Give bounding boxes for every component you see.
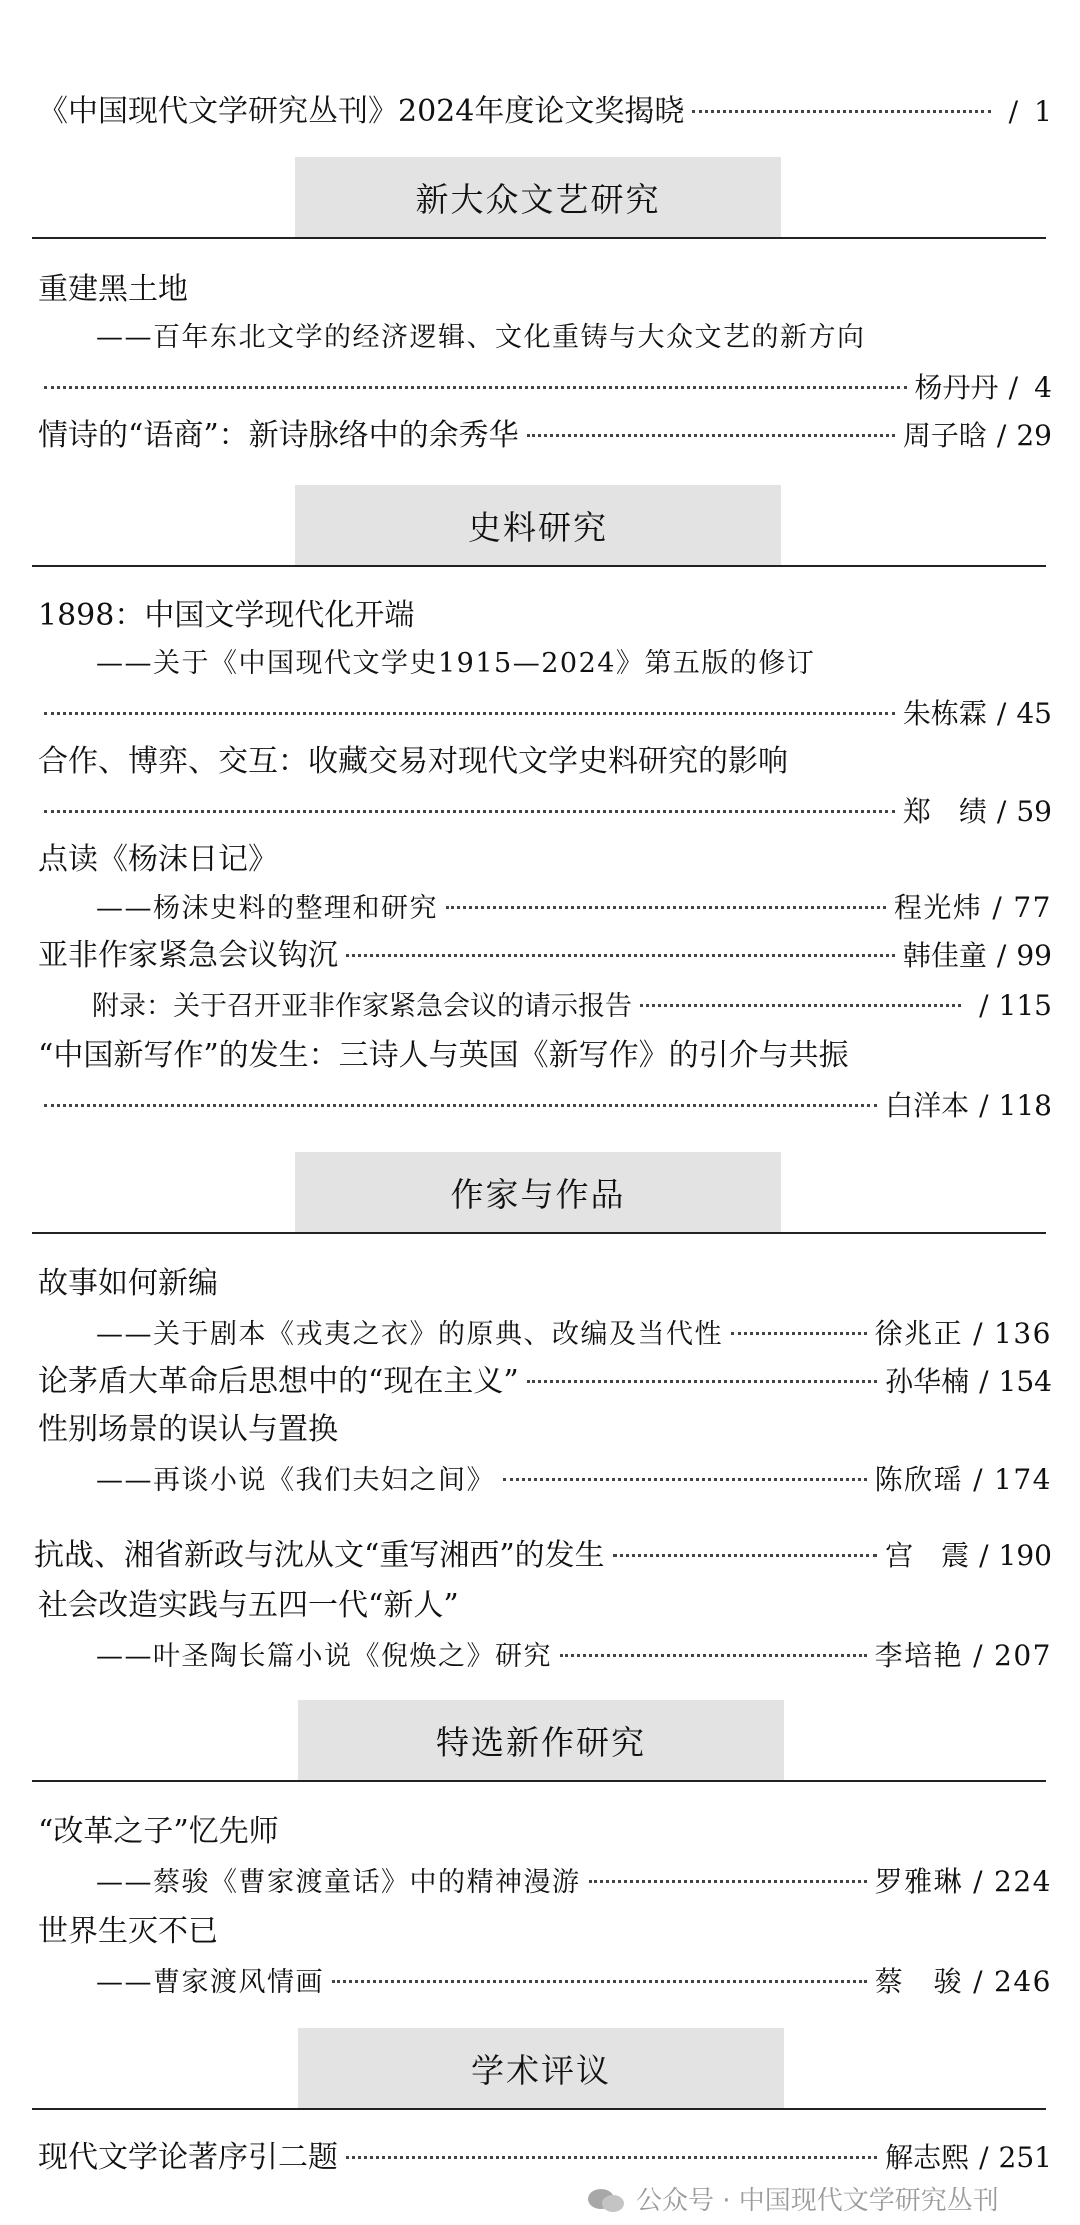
toc-entry-title-line[interactable] <box>38 268 1052 312</box>
page-number: 118 <box>998 1089 1052 1122</box>
slash: / <box>996 939 1007 972</box>
entry-author: 徐兆正 <box>874 1317 964 1350</box>
toc-entry[interactable] <box>96 886 1052 931</box>
slash: / <box>973 1639 985 1672</box>
section-heading: 史料研究 <box>295 485 781 565</box>
entry-title: 性别场景的误认与置换 <box>38 1412 338 1447</box>
slash: / <box>996 419 1007 452</box>
section-rule <box>32 237 1046 239</box>
entry-title: 世界生灭不已 <box>38 1914 218 1949</box>
entry-author: 朱栋霖 <box>902 697 987 730</box>
page-number: 224 <box>994 1865 1052 1898</box>
entry-title: 抗战、湘省新政与沈从文“重写湘西”的发生 <box>34 1538 605 1573</box>
dot-leader <box>346 2156 877 2159</box>
page-number: 190 <box>998 1539 1052 1572</box>
section-heading: 特选新作研究 <box>298 1700 784 1780</box>
toc-entry-leader-line[interactable] <box>44 366 1052 410</box>
entry-subtitle: ——关于《中国现代文学史1915—2024》第五版的修订 <box>96 648 816 679</box>
slash: / <box>979 1539 989 1572</box>
dot-leader <box>527 434 895 437</box>
dot-leader <box>332 1980 867 1983</box>
entry-subtitle: ——叶圣陶长篇小说《倪焕之》研究 <box>96 1641 552 1672</box>
entry-title: “改革之子”忆先师 <box>38 1814 279 1849</box>
entry-author: 解志熙 <box>885 2141 970 2174</box>
entry-title: 社会改造实践与五四一代“新人” <box>38 1588 459 1623</box>
toc-entry-title-line[interactable] <box>38 1408 1052 1452</box>
entry-author: 周子晗 <box>902 419 987 452</box>
entry-author: 孙华楠 <box>885 1365 970 1398</box>
entry-subtitle: ——百年东北文学的经济逻辑、文化重铸与大众文艺的新方向 <box>96 322 866 353</box>
dot-leader <box>527 1380 877 1383</box>
toc-entry-title-line[interactable] <box>38 1910 1052 1954</box>
entry-title: 论茅盾大革命后思想中的“现在主义” <box>38 1364 519 1399</box>
toc-entry[interactable] <box>96 1634 1052 1679</box>
toc-entry[interactable] <box>96 1458 1052 1503</box>
entry-subtitle: ——再谈小说《我们夫妇之间》 <box>96 1465 495 1496</box>
toc-entry[interactable] <box>96 1312 1052 1357</box>
page-number: 115 <box>998 989 1052 1022</box>
entry-author: 宫 震 <box>885 1539 970 1572</box>
slash: / <box>1008 371 1018 404</box>
toc-entry[interactable] <box>96 1860 1052 1905</box>
toc-entry-leader-line[interactable] <box>44 1084 1052 1128</box>
dot-leader <box>44 386 907 389</box>
page-number: 1 <box>1034 95 1052 128</box>
entry-subtitle: ——蔡骏《曹家渡童话》中的精神漫游 <box>96 1867 581 1898</box>
page-number: 4 <box>1034 371 1052 404</box>
page-number: 251 <box>998 2141 1052 2174</box>
entry-subtitle: ——杨沫史料的整理和研究 <box>96 893 438 924</box>
entry-author: 韩佳童 <box>902 939 987 972</box>
section-rule <box>32 565 1046 567</box>
entry-author: 郑 绩 <box>902 795 987 828</box>
section-rule <box>32 1232 1046 1234</box>
section-heading: 新大众文艺研究 <box>295 157 781 237</box>
section-heading: 作家与作品 <box>295 1152 781 1232</box>
toc-entry[interactable] <box>38 414 1052 458</box>
page-number: 136 <box>994 1317 1052 1350</box>
page-number: 154 <box>998 1365 1052 1398</box>
section-rule <box>32 2108 1046 2110</box>
toc-entry[interactable] <box>38 2136 1052 2180</box>
slash: / <box>979 1365 989 1398</box>
toc-entry-title-line[interactable] <box>38 594 1052 638</box>
slash: / <box>973 1965 985 1998</box>
toc-entry-title-line[interactable] <box>38 1034 1052 1078</box>
page-number: 77 <box>1013 891 1052 924</box>
entry-title: 重建黑土地 <box>38 272 188 307</box>
entry-title: 故事如何新编 <box>38 1266 218 1301</box>
watermark-text: 公众号 · 中国现代文学研究丛刊 <box>636 2186 999 2216</box>
entry-title: 附录：关于召开亚非作家紧急会议的请示报告 <box>92 991 632 1022</box>
slash: / <box>992 891 1004 924</box>
slash: / <box>979 1089 989 1122</box>
toc-entry[interactable] <box>34 1534 1052 1578</box>
section-heading: 学术评议 <box>298 2028 784 2108</box>
dot-leader <box>560 1654 867 1657</box>
watermark <box>588 2180 999 2217</box>
entry-subtitle: ——关于剧本《戎夷之衣》的原典、改编及当代性 <box>96 1319 723 1350</box>
toc-entry[interactable] <box>38 934 1052 978</box>
entry-author: 蔡 骏 <box>874 1965 964 1998</box>
entry-title: 合作、博弈、交互：收藏交易对现代文学史料研究的影响 <box>38 744 788 779</box>
slash: / <box>973 1463 985 1496</box>
page-number: 207 <box>994 1639 1052 1672</box>
entry-author: 罗雅琳 <box>874 1865 964 1898</box>
dot-leader <box>44 1104 877 1107</box>
slash: / <box>979 2141 989 2174</box>
toc-entry-title-line[interactable] <box>38 1584 1052 1628</box>
entry-title: 《中国现代文学研究丛刊》2024年度论文奖揭晓 <box>38 94 685 129</box>
page-number: 29 <box>1016 419 1052 452</box>
wechat-icon <box>588 2185 628 2213</box>
dot-leader <box>613 1554 877 1557</box>
section-rule <box>32 1780 1046 1782</box>
dot-leader <box>589 1880 867 1883</box>
slash: / <box>1008 95 1018 128</box>
toc-entry[interactable] <box>96 1960 1052 2005</box>
toc-entry-appendix[interactable] <box>92 984 1052 1029</box>
dot-leader <box>640 1004 961 1007</box>
entry-title: 1898：中国文学现代化开端 <box>38 598 415 633</box>
dot-leader <box>346 954 895 957</box>
entry-author: 李培艳 <box>874 1639 964 1672</box>
toc-entry-leader-line[interactable] <box>44 692 1052 736</box>
page-number: 174 <box>994 1463 1052 1496</box>
toc-entry[interactable] <box>38 1360 1052 1404</box>
toc-entry-title-line[interactable] <box>38 740 1052 784</box>
entry-author: 陈欣瑶 <box>874 1463 964 1496</box>
slash: / <box>973 1317 985 1350</box>
toc-entry-title-line[interactable] <box>38 1262 1052 1306</box>
dot-leader <box>692 110 990 113</box>
dot-leader <box>503 1478 867 1481</box>
slash: / <box>973 1865 985 1898</box>
entry-title: 现代文学论著序引二题 <box>38 2140 338 2175</box>
page-number: 45 <box>1016 697 1052 730</box>
dot-leader <box>44 712 895 715</box>
entry-author: 白洋本 <box>885 1089 970 1122</box>
slash: / <box>996 697 1007 730</box>
entry-title: 情诗的“语商”：新诗脉络中的余秀华 <box>38 418 519 453</box>
toc-entry-subtitle <box>96 642 1052 686</box>
toc-entry-subtitle <box>96 316 1052 360</box>
page-number: 99 <box>1016 939 1052 972</box>
page-number: 246 <box>994 1965 1052 1998</box>
dot-leader <box>44 810 895 813</box>
toc-entry-title-line[interactable] <box>38 1810 1052 1854</box>
entry-author: 杨丹丹 <box>914 371 999 404</box>
toc-entry-leader-line[interactable] <box>44 790 1052 834</box>
entry-title: “中国新写作”的发生：三诗人与英国《新写作》的引介与共振 <box>38 1038 849 1073</box>
toc-entry-title-line[interactable] <box>38 838 1052 882</box>
entry-subtitle: ——曹家渡风情画 <box>96 1967 324 1998</box>
entry-author: 程光炜 <box>893 891 983 924</box>
toc-entry-intro[interactable] <box>38 90 1052 134</box>
slash: / <box>979 989 989 1022</box>
entry-title: 点读《杨沫日记》 <box>38 842 278 877</box>
entry-title: 亚非作家紧急会议钩沉 <box>38 938 338 973</box>
page-number: 59 <box>1016 795 1052 828</box>
dot-leader <box>446 906 886 909</box>
slash: / <box>996 795 1007 828</box>
dot-leader <box>731 1332 867 1335</box>
